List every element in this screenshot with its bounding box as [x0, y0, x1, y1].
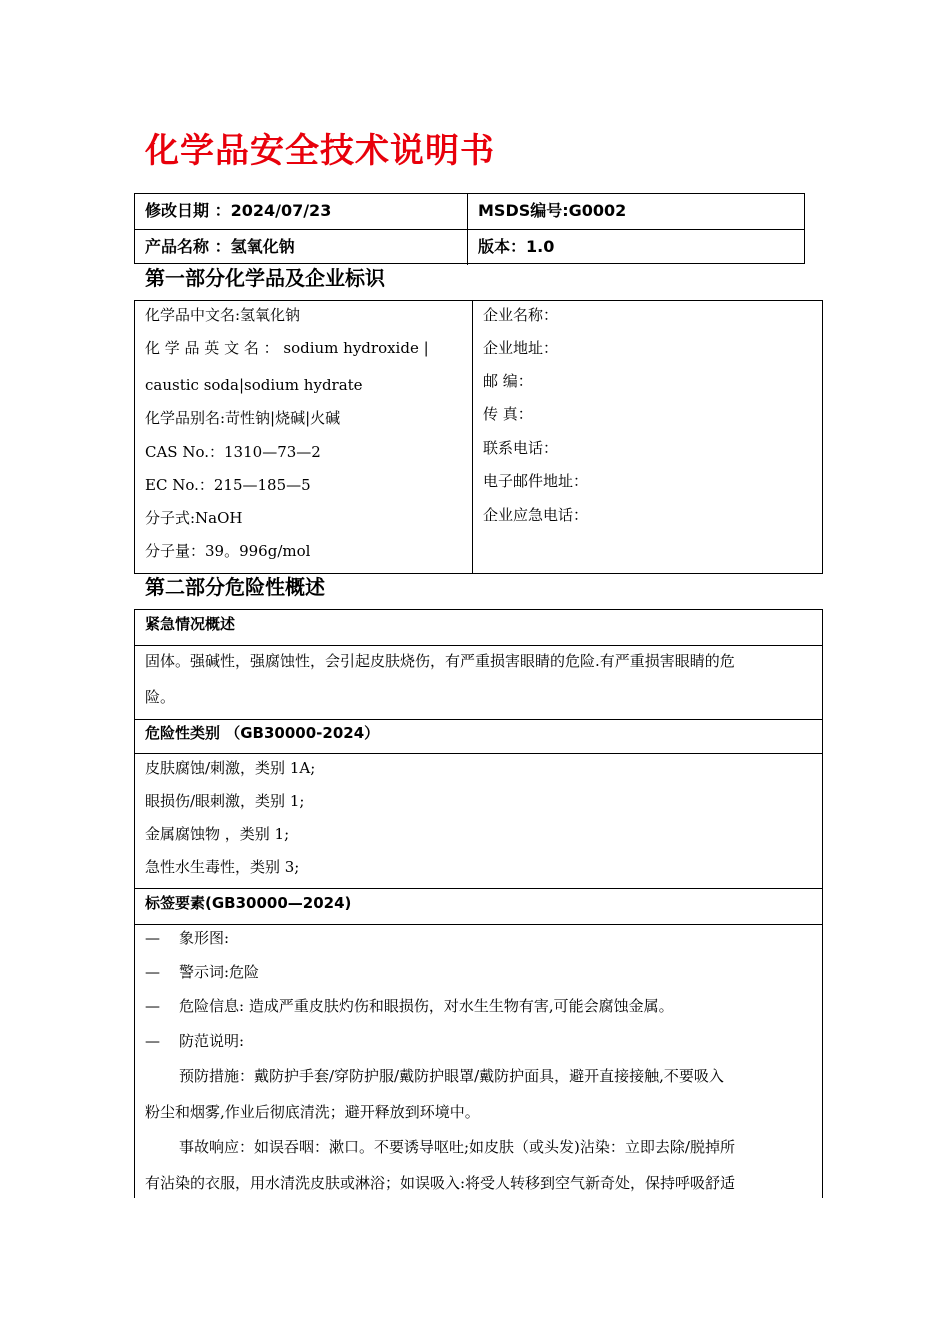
prevention-line-2: 粉尘和烟雾,作业后彻底清洗；避开释放到环境中。	[145, 1103, 480, 1121]
prevention-line-1: 预防措施：戴防护手套/穿防护服/戴防护眼罩/戴防护面具，避开直接接触,不要吸入	[179, 1067, 724, 1085]
company-address: 企业地址：	[483, 339, 559, 357]
emergency-phone: 企业应急电话：	[483, 506, 589, 524]
document-title: 化学品安全技术说明书	[145, 131, 495, 171]
msds-number: MSDS编号:G0002	[467, 194, 804, 229]
chinese-name: 化学品中文名:氢氧化钠	[145, 306, 301, 324]
revise-date: 修改日期 ：2024/07/23	[145, 201, 332, 220]
pictogram-item: 象形图:	[179, 929, 230, 947]
hazard-item: 眼损伤/眼刺激，类别 1;	[145, 792, 305, 810]
hazard-category-label: 危险性类别 （GB30000-2024）	[145, 724, 380, 742]
postal-code: 邮 编：	[483, 372, 533, 390]
molecular-formula: 分子式:NaOH	[145, 509, 243, 527]
bullet-dash: —	[145, 963, 160, 981]
section2-table	[134, 609, 823, 1198]
molecular-weight: 分子量：39。996g/mol	[145, 542, 311, 560]
header-row-1	[135, 194, 804, 229]
header-row-2	[135, 229, 804, 265]
bullet-dash: —	[145, 929, 160, 947]
row-divider	[135, 924, 822, 925]
hazard-item: 皮肤腐蚀/刺激，类别 1A;	[145, 759, 316, 777]
row-divider	[135, 888, 822, 889]
signal-word-item: 警示词:危险	[179, 963, 260, 981]
bullet-dash: —	[145, 997, 160, 1015]
email-address: 电子邮件地址：	[483, 472, 589, 490]
emergency-text-line-1: 固体。强碱性，强腐蚀性，会引起皮肤烧伤，有严重损害眼睛的危险.有严重损害眼睛的危	[145, 652, 735, 670]
section1-divider	[472, 301, 473, 573]
section1-table	[134, 300, 823, 574]
section2-title: 第二部分危险性概述	[145, 575, 325, 599]
label-elements-label: 标签要素(GB30000—2024)	[145, 894, 352, 912]
emergency-text-line-2: 险。	[145, 688, 176, 706]
cas-number: CAS No.：1310—73—2	[145, 443, 321, 461]
english-name: 化 学 品 英 文 名 ： sodium hydroxide |	[145, 339, 429, 357]
section1-title: 第一部分化学品及企业标识	[145, 266, 385, 290]
bullet-dash: —	[145, 1032, 160, 1050]
company-name: 企业名称：	[483, 306, 559, 324]
header-table	[134, 193, 805, 264]
product-name: 产品名称 ：氢氧化钠	[145, 237, 295, 256]
contact-phone: 联系电话：	[483, 439, 559, 457]
response-line-2: 有沾染的衣服，用水清洗皮肤或淋浴；如误吸入:将受人转移到空气新奇处，保持呼吸舒适	[145, 1174, 736, 1192]
hazard-info-item: 危险信息: 造成严重皮肤灼伤和眼损伤，对水生生物有害,可能会腐蚀金属。	[179, 997, 674, 1015]
row-divider	[135, 753, 822, 754]
row-divider	[135, 645, 822, 646]
precaution-item: 防范说明:	[179, 1032, 245, 1050]
version: 版本：1.0	[467, 230, 804, 265]
english-name-cont: caustic soda|sodium hydrate	[145, 376, 363, 394]
alias-name: 化学品别名:苛性钠|烧碱|火碱	[145, 409, 341, 427]
hazard-item: 急性水生毒性，类别 3;	[145, 858, 300, 876]
hazard-item: 金属腐蚀物 ，类别 1;	[145, 825, 290, 843]
response-line-1: 事故响应：如误吞咽：漱口。不要诱导呕吐;如皮肤（或头发)沾染：立即去除/脱掉所	[179, 1138, 735, 1156]
row-divider	[135, 719, 822, 720]
emergency-overview-label: 紧急情况概述	[145, 615, 236, 633]
fax: 传 真：	[483, 405, 533, 423]
ec-number: EC No.：215—185—5	[145, 476, 311, 494]
